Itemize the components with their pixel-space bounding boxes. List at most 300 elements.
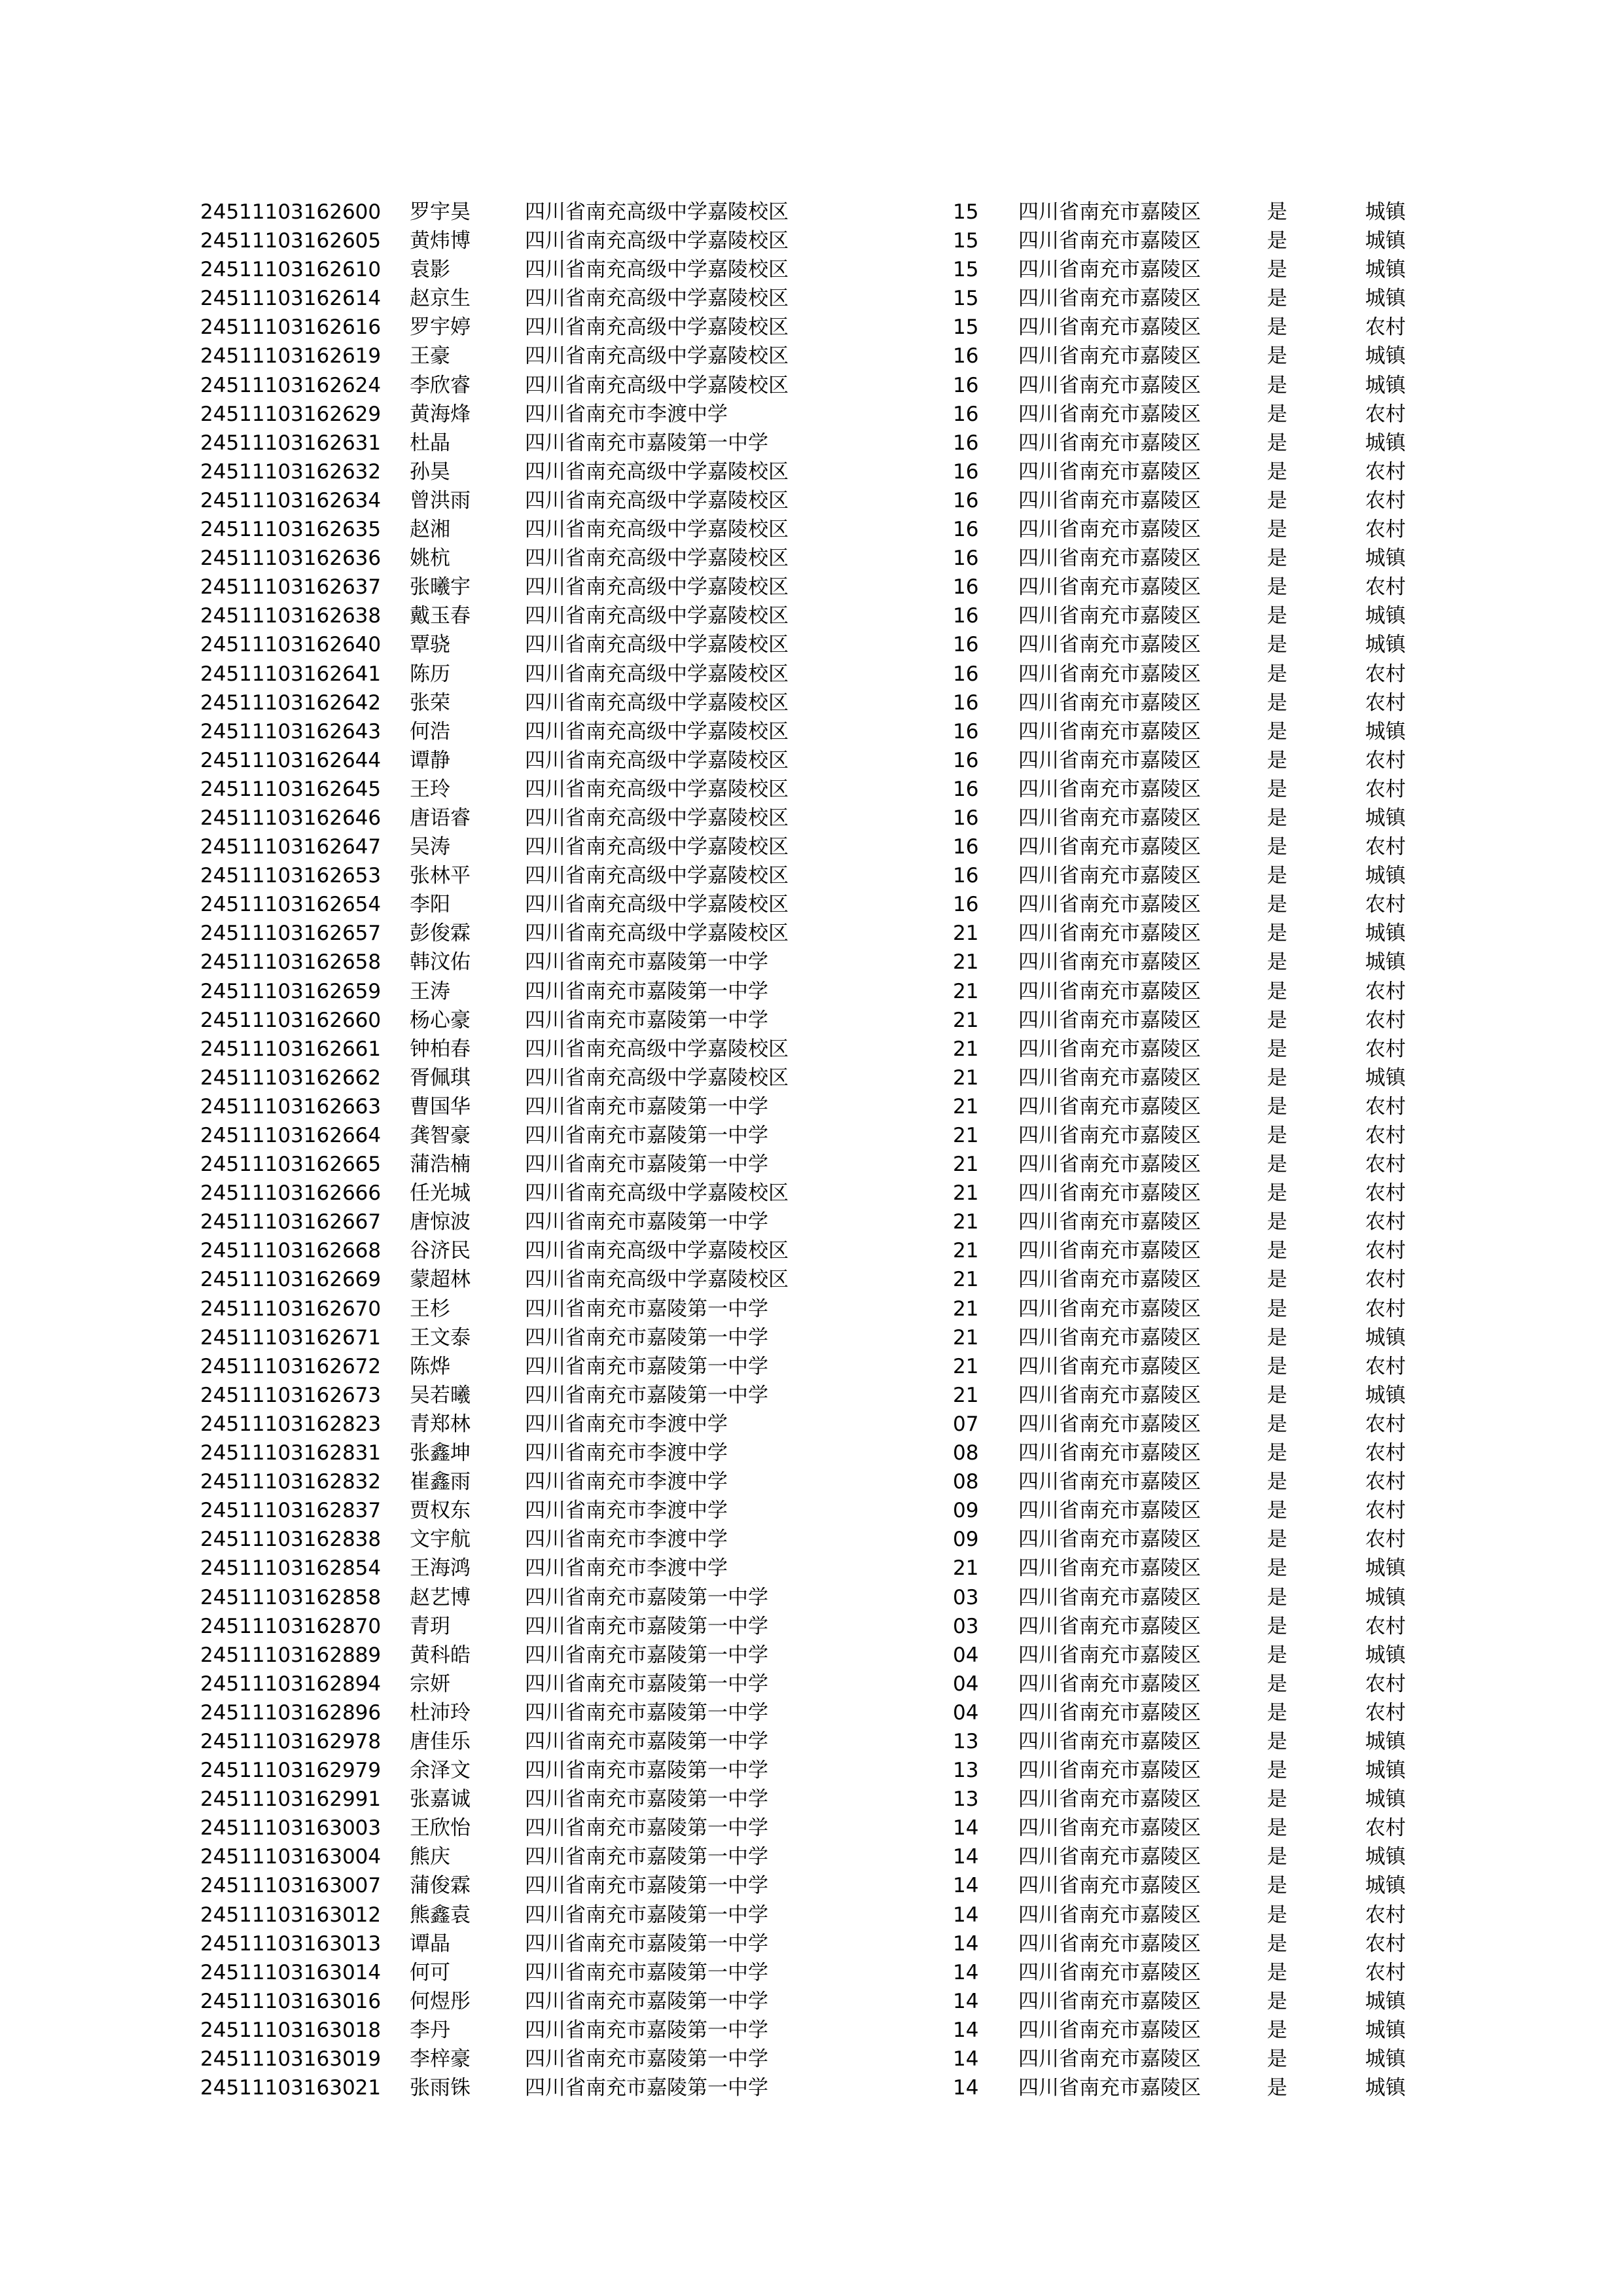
school-name: 四川省南充市嘉陵第一中学 [525,950,768,975]
student-id: 24511103162610 [200,258,382,282]
school-name: 四川省南充市嘉陵第一中学 [525,1874,768,1898]
school-name: 四川省南充高级中学嘉陵校区 [525,315,789,340]
eligibility-flag: 是 [1267,2018,1287,2042]
household-type: 农村 [1365,1354,1406,1378]
eligibility-flag: 是 [1267,1383,1287,1407]
region-name: 四川省南充市嘉陵区 [1018,1354,1201,1378]
eligibility-flag: 是 [1267,1499,1287,1523]
student-name: 文宇航 [410,1528,471,1552]
table-row [200,660,1431,689]
table-row [200,717,1431,746]
eligibility-flag: 是 [1267,258,1287,282]
household-type: 城镇 [1365,1066,1406,1090]
class-code: 21 [953,950,979,975]
class-code: 21 [953,1268,979,1292]
eligibility-flag: 是 [1267,1239,1287,1263]
student-name: 王欣怡 [410,1816,471,1840]
eligibility-flag: 是 [1267,1960,1287,1984]
eligibility-flag: 是 [1267,547,1287,571]
student-name: 曾洪雨 [410,488,471,512]
region-name: 四川省南充市嘉陵区 [1018,1672,1201,1696]
region-name: 四川省南充市嘉陵区 [1018,1153,1201,1177]
student-id: 24511103163016 [200,1989,382,2013]
school-name: 四川省南充市李渡中学 [525,1412,728,1436]
eligibility-flag: 是 [1267,1874,1287,1898]
student-name: 青玥 [410,1614,450,1638]
household-type: 农村 [1365,488,1406,512]
student-name: 杜沛玲 [410,1700,471,1725]
student-id: 24511103162991 [200,1787,382,1812]
student-name: 蒙超林 [410,1268,471,1292]
region-name: 四川省南充市嘉陵区 [1018,922,1201,946]
student-name: 陈烨 [410,1354,450,1378]
school-name: 四川省南充高级中学嘉陵校区 [525,1037,789,1061]
table-row [200,2016,1431,2045]
student-id: 24511103163013 [200,1931,382,1956]
household-type: 城镇 [1365,344,1406,368]
student-id: 24511103162669 [200,1268,382,1292]
student-id: 24511103162978 [200,1729,382,1753]
student-id: 24511103162663 [200,1094,382,1119]
class-code: 14 [953,1903,979,1927]
eligibility-flag: 是 [1267,1153,1287,1177]
student-name: 王涛 [410,979,450,1003]
class-code: 13 [953,1759,979,1783]
school-name: 四川省南充高级中学嘉陵校区 [525,518,789,542]
student-id: 24511103162668 [200,1239,382,1263]
student-id: 24511103162638 [200,604,382,628]
student-name: 谷济民 [410,1239,471,1263]
school-name: 四川省南充市嘉陵第一中学 [525,1124,768,1147]
household-type: 农村 [1365,1268,1406,1292]
school-name: 四川省南充高级中学嘉陵校区 [525,806,789,830]
table-row [200,1842,1431,1871]
student-id: 24511103162629 [200,402,382,426]
table-row [200,1208,1431,1236]
student-id: 24511103162667 [200,1210,382,1234]
household-type: 农村 [1365,1210,1406,1234]
student-name: 戴玉春 [410,604,471,628]
student-id: 24511103162644 [200,748,382,772]
class-code: 16 [953,488,979,512]
table-row [200,342,1431,370]
table-row [200,284,1431,313]
student-name: 陈历 [410,662,450,686]
table-row [200,457,1431,486]
household-type: 城镇 [1365,864,1406,888]
student-name: 黄科皓 [410,1643,471,1667]
table-row [200,1064,1431,1092]
table-row [200,1871,1431,1900]
class-code: 21 [953,1153,979,1177]
student-name: 任光城 [410,1181,471,1206]
class-code: 21 [953,1008,979,1032]
class-code: 15 [953,229,979,253]
eligibility-flag: 是 [1267,1094,1287,1119]
region-name: 四川省南充市嘉陵区 [1018,806,1201,830]
household-type: 农村 [1365,1412,1406,1436]
student-id: 24511103162666 [200,1181,382,1206]
student-id: 24511103162616 [200,315,382,340]
student-id: 24511103162660 [200,1008,382,1032]
table-row [200,1121,1431,1150]
household-type: 城镇 [1365,604,1406,628]
student-name: 彭俊霖 [410,922,471,946]
household-type: 农村 [1365,1008,1406,1032]
student-id: 24511103162614 [200,287,382,311]
household-type: 城镇 [1365,1729,1406,1753]
student-name: 赵艺博 [410,1585,471,1609]
student-name: 熊庆 [410,1845,450,1869]
school-name: 四川省南充市嘉陵第一中学 [525,1210,768,1234]
region-name: 四川省南充市嘉陵区 [1018,344,1201,368]
household-type: 城镇 [1365,1845,1406,1869]
table-row [200,313,1431,342]
table-row [200,1901,1431,1929]
student-id: 24511103163014 [200,1960,382,1984]
student-id: 24511103162646 [200,806,382,830]
table-row [200,1670,1431,1698]
table-row [200,1641,1431,1670]
household-type: 农村 [1365,459,1406,484]
household-type: 城镇 [1365,922,1406,946]
student-name: 韩汶佑 [410,950,471,975]
student-id: 24511103162631 [200,431,382,455]
student-id: 24511103162894 [200,1672,382,1696]
student-name: 孙昊 [410,459,450,484]
school-name: 四川省南充高级中学嘉陵校区 [525,229,789,253]
eligibility-flag: 是 [1267,373,1287,397]
region-name: 四川省南充市嘉陵区 [1018,258,1201,282]
region-name: 四川省南充市嘉陵区 [1018,979,1201,1003]
student-id: 24511103162600 [200,200,382,224]
student-id: 24511103162658 [200,950,382,975]
region-name: 四川省南充市嘉陵区 [1018,488,1201,512]
class-code: 16 [953,344,979,368]
eligibility-flag: 是 [1267,691,1287,715]
region-name: 四川省南充市嘉陵区 [1018,748,1201,772]
table-row [200,919,1431,948]
eligibility-flag: 是 [1267,1903,1287,1927]
student-id: 24511103162823 [200,1412,382,1436]
class-code: 16 [953,777,979,801]
school-name: 四川省南充市嘉陵第一中学 [525,1585,768,1609]
class-code: 16 [953,575,979,600]
class-code: 16 [953,864,979,888]
table-row [200,1179,1431,1208]
household-type: 农村 [1365,1297,1406,1321]
table-row [200,948,1431,977]
student-name: 赵京生 [410,287,471,311]
table-row [200,1035,1431,1064]
student-name: 黄炜博 [410,229,471,253]
table-row [200,601,1431,630]
student-id: 24511103162672 [200,1354,382,1378]
student-name: 张雨铢 [410,2076,471,2100]
table-row [200,1525,1431,1554]
region-name: 四川省南充市嘉陵区 [1018,1787,1201,1812]
table-row [200,1150,1431,1179]
school-name: 四川省南充市嘉陵第一中学 [525,1700,768,1725]
student-name: 杜晶 [410,431,450,455]
region-name: 四川省南充市嘉陵区 [1018,1008,1201,1032]
class-code: 14 [953,1960,979,1984]
table-row [200,429,1431,457]
school-name: 四川省南充市嘉陵第一中学 [525,1383,768,1407]
class-code: 16 [953,547,979,571]
region-name: 四川省南充市嘉陵区 [1018,1614,1201,1638]
region-name: 四川省南充市嘉陵区 [1018,1094,1201,1119]
student-name: 李欣睿 [410,373,471,397]
region-name: 四川省南充市嘉陵区 [1018,2076,1201,2100]
region-name: 四川省南充市嘉陵区 [1018,1874,1201,1898]
household-type: 农村 [1365,1528,1406,1552]
school-name: 四川省南充高级中学嘉陵校区 [525,547,789,571]
student-name: 何煜彤 [410,1989,471,2013]
household-type: 农村 [1365,1903,1406,1927]
student-id: 24511103162643 [200,719,382,744]
class-code: 15 [953,258,979,282]
student-list-table [200,198,1431,2102]
table-row [200,1987,1431,2016]
student-name: 蒲俊霖 [410,1874,471,1898]
student-name: 李阳 [410,893,450,917]
eligibility-flag: 是 [1267,575,1287,600]
student-name: 崔鑫雨 [410,1470,471,1494]
school-name: 四川省南充市嘉陵第一中学 [525,1297,768,1321]
eligibility-flag: 是 [1267,1470,1287,1494]
eligibility-flag: 是 [1267,315,1287,340]
region-name: 四川省南充市嘉陵区 [1018,1066,1201,1090]
student-name: 钟柏春 [410,1037,471,1061]
student-id: 24511103162635 [200,518,382,542]
student-id: 24511103162831 [200,1441,382,1465]
eligibility-flag: 是 [1267,1816,1287,1840]
student-id: 24511103162654 [200,893,382,917]
region-name: 四川省南充市嘉陵区 [1018,633,1201,657]
school-name: 四川省南充市嘉陵第一中学 [525,979,768,1003]
eligibility-flag: 是 [1267,1008,1287,1032]
student-id: 24511103162661 [200,1037,382,1061]
school-name: 四川省南充市嘉陵第一中学 [525,1960,768,1984]
region-name: 四川省南充市嘉陵区 [1018,1816,1201,1840]
table-row [200,2073,1431,2102]
class-code: 14 [953,1931,979,1956]
school-name: 四川省南充高级中学嘉陵校区 [525,575,789,600]
eligibility-flag: 是 [1267,2047,1287,2071]
school-name: 四川省南充市李渡中学 [525,1441,728,1465]
eligibility-flag: 是 [1267,402,1287,426]
eligibility-flag: 是 [1267,1325,1287,1350]
class-code: 14 [953,2018,979,2042]
region-name: 四川省南充市嘉陵区 [1018,604,1201,628]
table-row [200,1381,1431,1410]
school-name: 四川省南充市嘉陵第一中学 [525,2076,768,2100]
school-name: 四川省南充高级中学嘉陵校区 [525,373,789,397]
student-name: 唐佳乐 [410,1729,471,1753]
region-name: 四川省南充市嘉陵区 [1018,1903,1201,1927]
table-row [200,515,1431,544]
student-id: 24511103163007 [200,1874,382,1898]
household-type: 农村 [1365,1239,1406,1263]
school-name: 四川省南充高级中学嘉陵校区 [525,258,789,282]
school-name: 四川省南充市嘉陵第一中学 [525,1354,768,1378]
region-name: 四川省南充市嘉陵区 [1018,1643,1201,1667]
class-code: 16 [953,431,979,455]
household-type: 农村 [1365,1181,1406,1206]
table-row [200,2045,1431,2073]
household-type: 城镇 [1365,633,1406,657]
region-name: 四川省南充市嘉陵区 [1018,1528,1201,1552]
table-row [200,1236,1431,1265]
student-name: 熊鑫袁 [410,1903,471,1927]
table-row [200,1814,1431,1842]
school-name: 四川省南充高级中学嘉陵校区 [525,488,789,512]
student-name: 唐惊波 [410,1210,471,1234]
school-name: 四川省南充市嘉陵第一中学 [525,1989,768,2013]
class-code: 16 [953,518,979,542]
student-id: 24511103162642 [200,691,382,715]
region-name: 四川省南充市嘉陵区 [1018,1989,1201,2013]
school-name: 四川省南充市嘉陵第一中学 [525,2018,768,2042]
table-row [200,198,1431,226]
class-code: 21 [953,1556,979,1581]
school-name: 四川省南充高级中学嘉陵校区 [525,287,789,311]
eligibility-flag: 是 [1267,1412,1287,1436]
region-name: 四川省南充市嘉陵区 [1018,518,1201,542]
school-name: 四川省南充高级中学嘉陵校区 [525,1066,789,1090]
school-name: 四川省南充高级中学嘉陵校区 [525,459,789,484]
class-code: 16 [953,835,979,859]
school-name: 四川省南充市嘉陵第一中学 [525,1729,768,1753]
household-type: 城镇 [1365,431,1406,455]
eligibility-flag: 是 [1267,604,1287,628]
school-name: 四川省南充市嘉陵第一中学 [525,2047,768,2071]
household-type: 农村 [1365,777,1406,801]
household-type: 农村 [1365,1499,1406,1523]
student-id: 24511103163003 [200,1816,382,1840]
region-name: 四川省南充市嘉陵区 [1018,1297,1201,1321]
school-name: 四川省南充高级中学嘉陵校区 [525,691,789,715]
household-type: 农村 [1365,1700,1406,1725]
class-code: 21 [953,1239,979,1263]
student-name: 张荣 [410,691,450,715]
table-row [200,1756,1431,1785]
student-name: 王豪 [410,344,450,368]
student-name: 张曦宇 [410,575,471,600]
region-name: 四川省南充市嘉陵区 [1018,1239,1201,1263]
eligibility-flag: 是 [1267,662,1287,686]
student-id: 24511103163012 [200,1903,382,1927]
region-name: 四川省南充市嘉陵区 [1018,575,1201,600]
eligibility-flag: 是 [1267,1268,1287,1292]
class-code: 07 [953,1412,979,1436]
table-row [200,573,1431,601]
school-name: 四川省南充市嘉陵第一中学 [525,1845,768,1869]
student-id: 24511103162671 [200,1325,382,1350]
student-name: 张嘉诚 [410,1787,471,1812]
student-name: 覃骁 [410,633,450,657]
school-name: 四川省南充高级中学嘉陵校区 [525,604,789,628]
student-id: 24511103162662 [200,1066,382,1090]
household-type: 城镇 [1365,2076,1406,2100]
region-name: 四川省南充市嘉陵区 [1018,1759,1201,1783]
household-type: 农村 [1365,691,1406,715]
household-type: 城镇 [1365,1874,1406,1898]
student-name: 赵湘 [410,518,450,542]
eligibility-flag: 是 [1267,431,1287,455]
class-code: 03 [953,1614,979,1638]
table-row [200,1295,1431,1323]
class-code: 04 [953,1700,979,1725]
region-name: 四川省南充市嘉陵区 [1018,373,1201,397]
school-name: 四川省南充市李渡中学 [525,402,728,426]
class-code: 21 [953,1094,979,1119]
student-id: 24511103162665 [200,1153,382,1177]
table-row [200,1352,1431,1381]
table-row [200,371,1431,400]
region-name: 四川省南充市嘉陵区 [1018,1470,1201,1494]
eligibility-flag: 是 [1267,1931,1287,1956]
region-name: 四川省南充市嘉陵区 [1018,1124,1201,1147]
household-type: 农村 [1365,1037,1406,1061]
household-type: 农村 [1365,1153,1406,1177]
region-name: 四川省南充市嘉陵区 [1018,1845,1201,1869]
student-id: 24511103163018 [200,2018,382,2042]
school-name: 四川省南充市嘉陵第一中学 [525,1614,768,1638]
eligibility-flag: 是 [1267,1614,1287,1638]
household-type: 农村 [1365,835,1406,859]
eligibility-flag: 是 [1267,488,1287,512]
class-code: 21 [953,1037,979,1061]
household-type: 农村 [1365,1614,1406,1638]
class-code: 21 [953,979,979,1003]
region-name: 四川省南充市嘉陵区 [1018,315,1201,340]
region-name: 四川省南充市嘉陵区 [1018,1325,1201,1350]
student-name: 余泽文 [410,1759,471,1783]
student-id: 24511103162634 [200,488,382,512]
table-row [200,400,1431,429]
class-code: 14 [953,1874,979,1898]
eligibility-flag: 是 [1267,1556,1287,1581]
class-code: 15 [953,287,979,311]
household-type: 农村 [1365,662,1406,686]
region-name: 四川省南充市嘉陵区 [1018,547,1201,571]
student-name: 何浩 [410,719,450,744]
student-id: 24511103162837 [200,1499,382,1523]
household-type: 农村 [1365,575,1406,600]
eligibility-flag: 是 [1267,950,1287,975]
student-name: 唐语睿 [410,806,471,830]
class-code: 04 [953,1672,979,1696]
class-code: 16 [953,662,979,686]
table-row [200,861,1431,890]
eligibility-flag: 是 [1267,979,1287,1003]
class-code: 21 [953,1124,979,1147]
region-name: 四川省南充市嘉陵区 [1018,431,1201,455]
class-code: 09 [953,1499,979,1523]
student-name: 谭晶 [410,1931,450,1956]
student-id: 24511103162838 [200,1528,382,1552]
student-name: 胥佩琪 [410,1066,471,1090]
student-name: 贾权东 [410,1499,471,1523]
student-name: 王杉 [410,1297,450,1321]
table-row [200,1554,1431,1583]
class-code: 16 [953,633,979,657]
student-id: 24511103162896 [200,1700,382,1725]
student-id: 24511103162641 [200,662,382,686]
student-id: 24511103162659 [200,979,382,1003]
